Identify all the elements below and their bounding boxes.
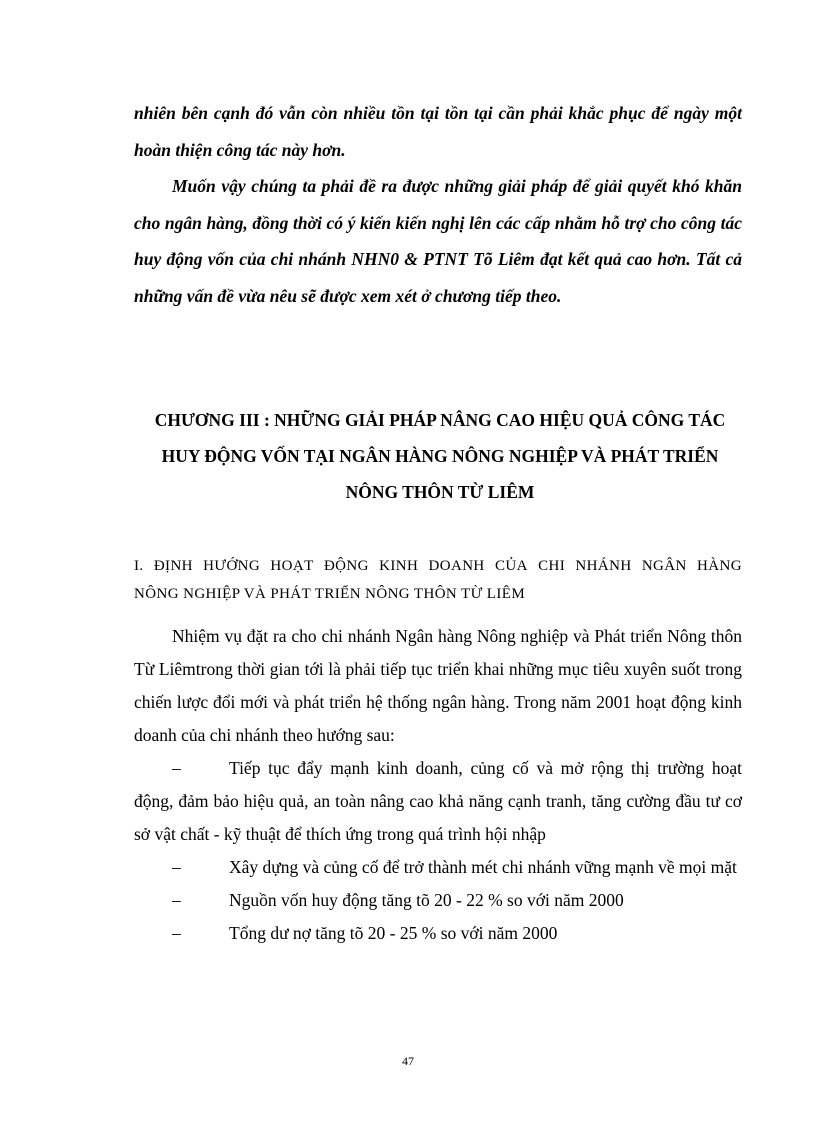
section-heading-word: ĐỊNH (153, 558, 193, 574)
bullet-text: Xây dựng và củng cố để trở thành mét chi nhánh vững mạnh về mọi mặt (229, 857, 737, 877)
intro-paragraph: Nhiệm vụ đặt ra cho chi nhánh Ngân hàng Nông nghiệp và Phát triển Nông thôn Từ Liêmtrong thời gian tới là phải tiếp tục triển khai những mục tiêu xuyên suốt trong chiến lược đổi mới và phát triển hệ thống ngân hàng. Trong năm 2001 hoạt động kinh doanh của chi nhánh theo hướng sau: (134, 626, 742, 745)
bullet-dash: – (172, 923, 181, 943)
bullet-item (134, 917, 742, 950)
chapter-title-line: NÔNG THÔN TỪ LIÊM (345, 482, 535, 502)
section-heading-word: ĐỘNG (323, 558, 369, 574)
section-heading-word: NGÂN (641, 558, 687, 574)
section-heading-word: HÀNG (697, 558, 742, 574)
bullet-item (134, 752, 742, 851)
bullet-dash: – (172, 890, 181, 910)
bullet-dash: – (172, 857, 181, 877)
section-heading-word: NHÁNH (575, 558, 632, 574)
section-heading-word: CHI (538, 558, 566, 574)
bullet-text: Nguồn vốn huy động tăng tõ 20 - 22 % so với năm 2000 (229, 890, 624, 910)
page-number: 47 (402, 1054, 414, 1068)
chapter-title-line: HUY ĐỘNG VỐN TẠI NGÂN HÀNG NÔNG NGHIỆP VÀ PHÁT TRIỂN (161, 446, 719, 466)
section-heading-word: HƯỚNG (203, 558, 261, 574)
section-heading-line (134, 552, 742, 580)
chapter-title-line: CHƯƠNG III : NHỮNG GIẢI PHÁP NÂNG CAO HIỆU QUẢ CÔNG TÁC (154, 410, 726, 430)
bullet-text: Tổng dư nợ tăng tõ 20 - 25 % so với năm 2000 (229, 923, 558, 943)
chapter-title (120, 402, 760, 510)
section-heading-word: I. (134, 558, 144, 574)
continuation-text (134, 95, 742, 314)
section-heading (134, 552, 742, 608)
section-heading-word: DOANH (428, 558, 485, 574)
bullet-dash: – (172, 758, 181, 778)
section-heading-word: KINH (379, 558, 419, 574)
continuation-paragraph: nhiên bên cạnh đó vẫn còn nhiều tồn tại tồn tại cần phải khắc phục để ngày một hoàn thiện công tác này hơn. (134, 103, 742, 160)
section-heading-line: NÔNG NGHIỆP VÀ PHÁT TRIỂN NÔNG THÔN TỪ LIÊM (134, 586, 526, 602)
bullet-list (134, 752, 742, 950)
conclusion-paragraph: Muốn vậy chúng ta phải đề ra được những giải pháp để giải quyết khó khăn cho ngân hàng, đồng thời có ý kiến kiến nghị lên các cấp nhằm hỗ trợ cho công tác huy động vốn của chi nhánh NHN0 & PTNT Tõ Liêm đạt kết quả cao hơn. Tất cả những vấn đề vừa nêu sẽ được xem xét ở chương tiếp theo. (134, 176, 742, 306)
section-body (134, 620, 742, 950)
bullet-item (134, 851, 742, 884)
section-heading-word: CỦA (494, 558, 528, 574)
bullet-text: Tiếp tục đẩy mạnh kinh doanh, củng cố và mở rộng thị trường hoạt động, đảm bảo hiệu quả, an toàn nâng cao khả năng cạnh tranh, tăng cường đầu tư cơ sở vật chất - kỹ thuật để thích ứng trong quá trình hội nhập (134, 758, 742, 844)
section-heading-word: HOẠT (270, 558, 314, 574)
bullet-item (134, 884, 742, 917)
